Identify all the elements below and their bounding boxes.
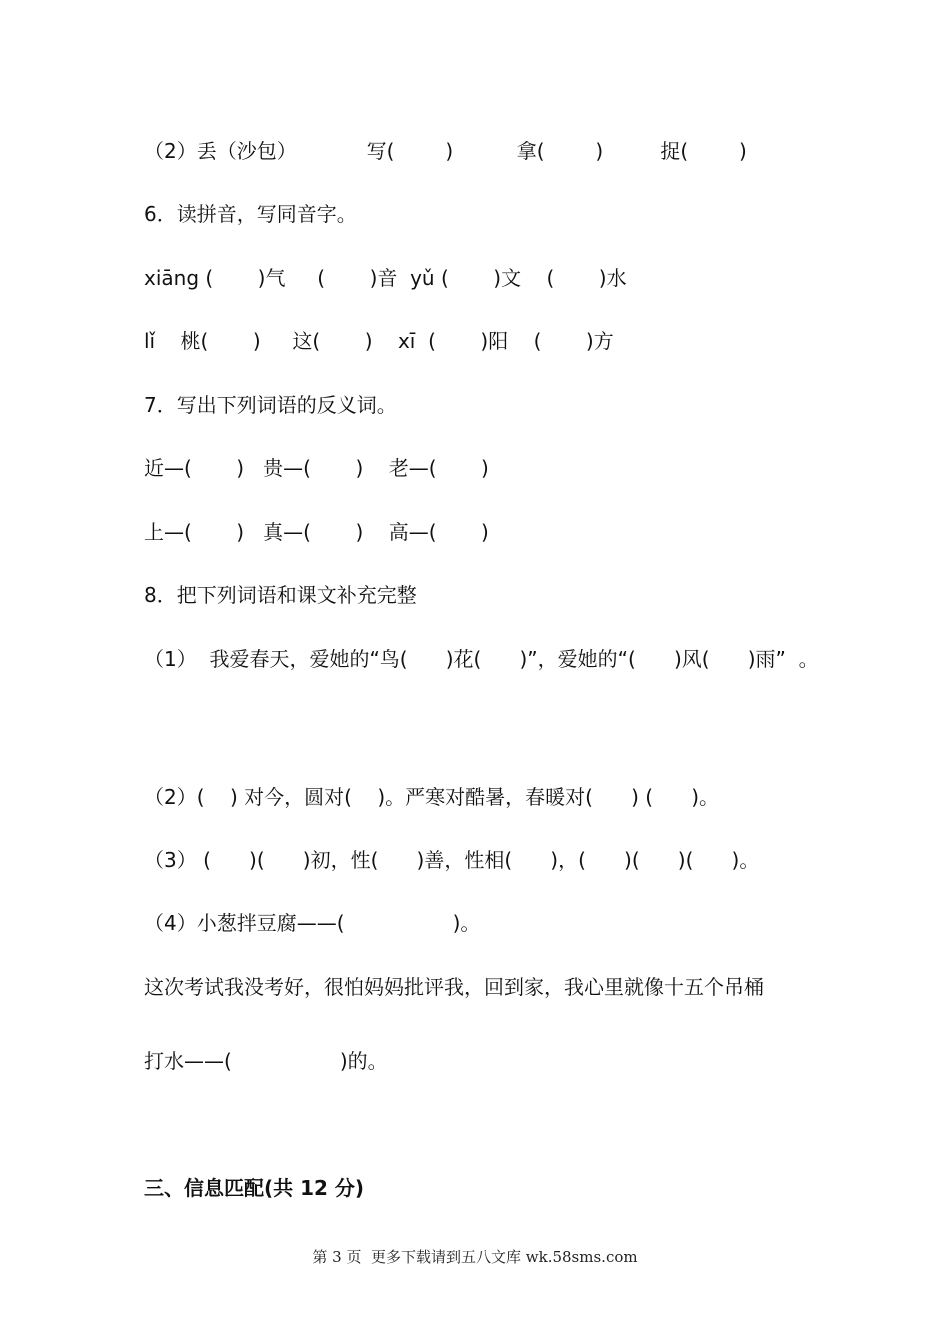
fill-item-4: （4）小葱拌豆腐——( )。 — [144, 911, 481, 935]
fill-item-3: （3） ( )( )初，性( )善，性相( )，( )( )( )。 — [144, 848, 760, 872]
pinyin-row-xiang-yu: xiāng ( )气 ( )音 yǔ ( )文 ( )水 — [144, 266, 627, 290]
fill-item-1: （1） 我爱春天，爱她的“鸟( )花( )”，爱她的“( )风( )雨” 。 — [144, 647, 819, 671]
sentence-line-2: 打水——( )的。 — [144, 1049, 388, 1073]
section-3-heading: 三、信息匹配(共 12 分) — [144, 1176, 365, 1200]
antonym-row-2: 上—( ) 真—( ) 高—( ) — [144, 520, 489, 544]
sentence-line-1: 这次考试我没考好，很怕妈妈批评我，回到家，我心里就像十五个吊桶 — [144, 975, 764, 999]
fill-item-2: （2）( ) 对今，圆对( )。严寒对酷暑，春暖对( ) ( )。 — [144, 785, 720, 809]
question-8-title: 8．把下列词语和课文补充完整 — [144, 583, 417, 607]
question-7-title: 7．写出下列词语的反义词。 — [144, 393, 397, 417]
page-footer: 第 3 页 更多下载请到五八文库 wk.58sms.com — [312, 1248, 638, 1266]
pinyin-row-li-xi: lǐ 桃( ) 这( ) xī ( )阳 ( )方 — [144, 329, 614, 353]
antonym-row-1: 近—( ) 贵—( ) 老—( ) — [144, 456, 489, 480]
question-6-title: 6．读拼音，写同音字。 — [144, 202, 357, 226]
line-item-2: （2）丢（沙包） 写( ) 拿( ) 捉( ) — [144, 139, 747, 163]
